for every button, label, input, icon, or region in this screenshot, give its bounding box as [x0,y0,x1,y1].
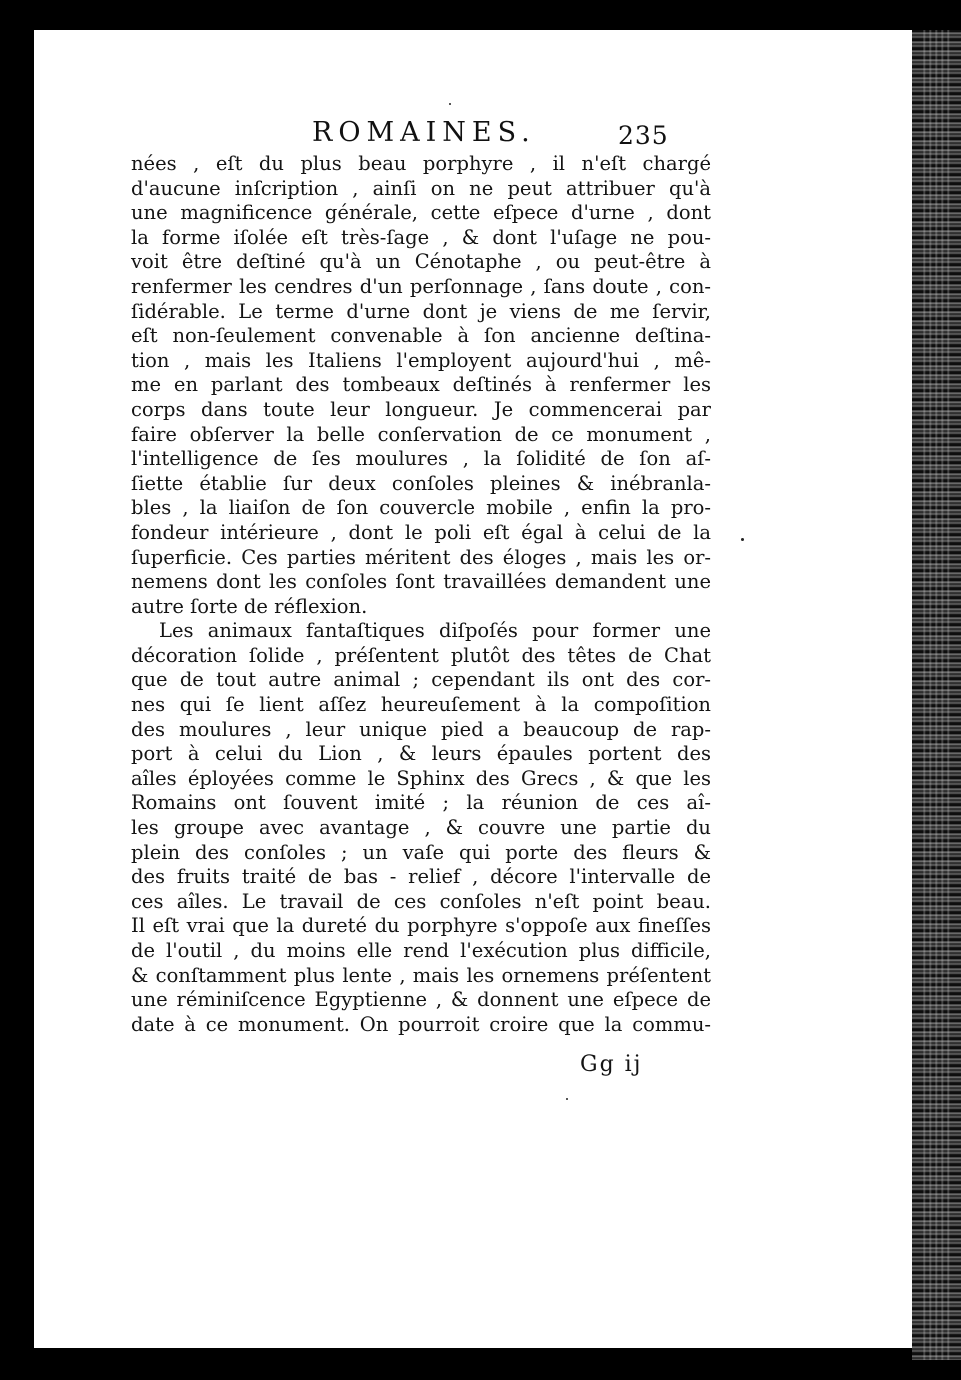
body-text [131,152,711,1037]
text-line: eſt non-ſeulement convenable à ſon ancienne deſtina- [131,324,711,348]
text-line: la forme iſolée eſt très-ſage , & dont l'uſage ne pou- [131,225,711,249]
text-line: nes qui ſe lient aſſez heureuſement à la compoſition [131,693,711,717]
text-line: les groupe avec avantage , & couvre une partie du [131,816,711,840]
text-line: tion , mais les Italiens l'employent aujourd'hui , mê- [131,348,711,372]
text-line: d'aucune inſcription , ainſi on ne peut attribuer qu'à [131,176,711,200]
text-line: décoration ſolide , préſentent plutôt des têtes de Chat [131,643,711,667]
text-line: autre ſorte de réflexion. [131,594,368,618]
text-line: nées , eſt du plus beau porphyre , il n'eſt chargé [131,152,711,175]
text-line: port à celui du Lion , & leurs épaules portent des [131,742,711,766]
text-line: une magnificence générale, cette eſpece d'urne , dont [131,201,711,225]
text-line: corps dans toute leur longueur. Je commencerai par [131,397,711,421]
text-line: ſidérable. Le terme d'urne dont je viens de me ſervir, [131,299,711,323]
paragraph-1 [131,152,711,619]
text-line: fondeur intérieure , dont le poli eſt égal à celui de la [131,520,711,544]
ink-speck [741,538,744,541]
text-line: voit être deſtiné qu'à un Cénotaphe , ou peut-être à [131,250,711,274]
text-line: renfermer les cendres d'un perſonnage , ſans doute , con- [131,274,711,298]
text-line: des moulures , leur unique pied a beaucoup de rap- [131,717,711,741]
text-line: de l'outil , du moins elle rend l'exécution plus difficile, [131,939,711,962]
text-line: ſiette établie ſur deux conſoles pleines & inébranla- [131,471,711,495]
page-number: 235 [618,121,669,150]
text-line: une réminiſcence Egyptienne , & donnent une eſpece de [131,988,711,1012]
text-line: me en parlant des tombeaux deſtinés à renfermer les [131,373,711,397]
text-line: l'intelligence de ſes moulures , la ſolidité de ſon aſ- [131,447,711,471]
book-edge [912,30,961,1360]
paragraph-2 [131,619,711,1037]
text-line: bles , la liaiſon de ſon couvercle mobile , enfin la pro- [131,496,711,520]
text-line: Romains ont ſouvent imité ; la réunion de ces aî- [131,791,711,815]
running-head: ROMAINES. [312,117,536,148]
text-line: ſuperficie. Ces parties méritent des éloges , mais les or- [131,545,711,569]
text-line: aîles éployées comme le Sphinx des Grecs , & que les [131,766,711,790]
text-line: Les animaux fantaſtiques diſpoſés pour former une [159,619,711,643]
text-line: & conſtamment plus lente , mais les ornemens préſentent [131,963,711,987]
text-line: Il eſt vrai que la dureté du porphyre s'oppoſe aux fineſſes [131,914,711,938]
text-line: faire obſerver la belle conſervation de ce monument , [131,422,711,446]
signature-mark: Gg ij [580,1052,643,1077]
ink-speck [449,103,451,105]
text-line: date à ce monument. On pourroit croire que la commu- [131,1012,711,1036]
ink-speck [566,1098,568,1100]
text-line: plein des conſoles ; un vaſe qui porte des fleurs & [131,840,711,864]
page-header [0,117,961,157]
text-line: que de tout autre animal ; cependant ils ont des cor- [131,668,711,692]
text-line: ces aîles. Le travail de ces conſoles n'eſt point beau. [131,889,711,913]
text-line: nemens dont les conſoles ſont travaillées demandent une [131,570,711,594]
text-line: des fruits traité de bas - relief , décore l'intervalle de [131,865,711,889]
